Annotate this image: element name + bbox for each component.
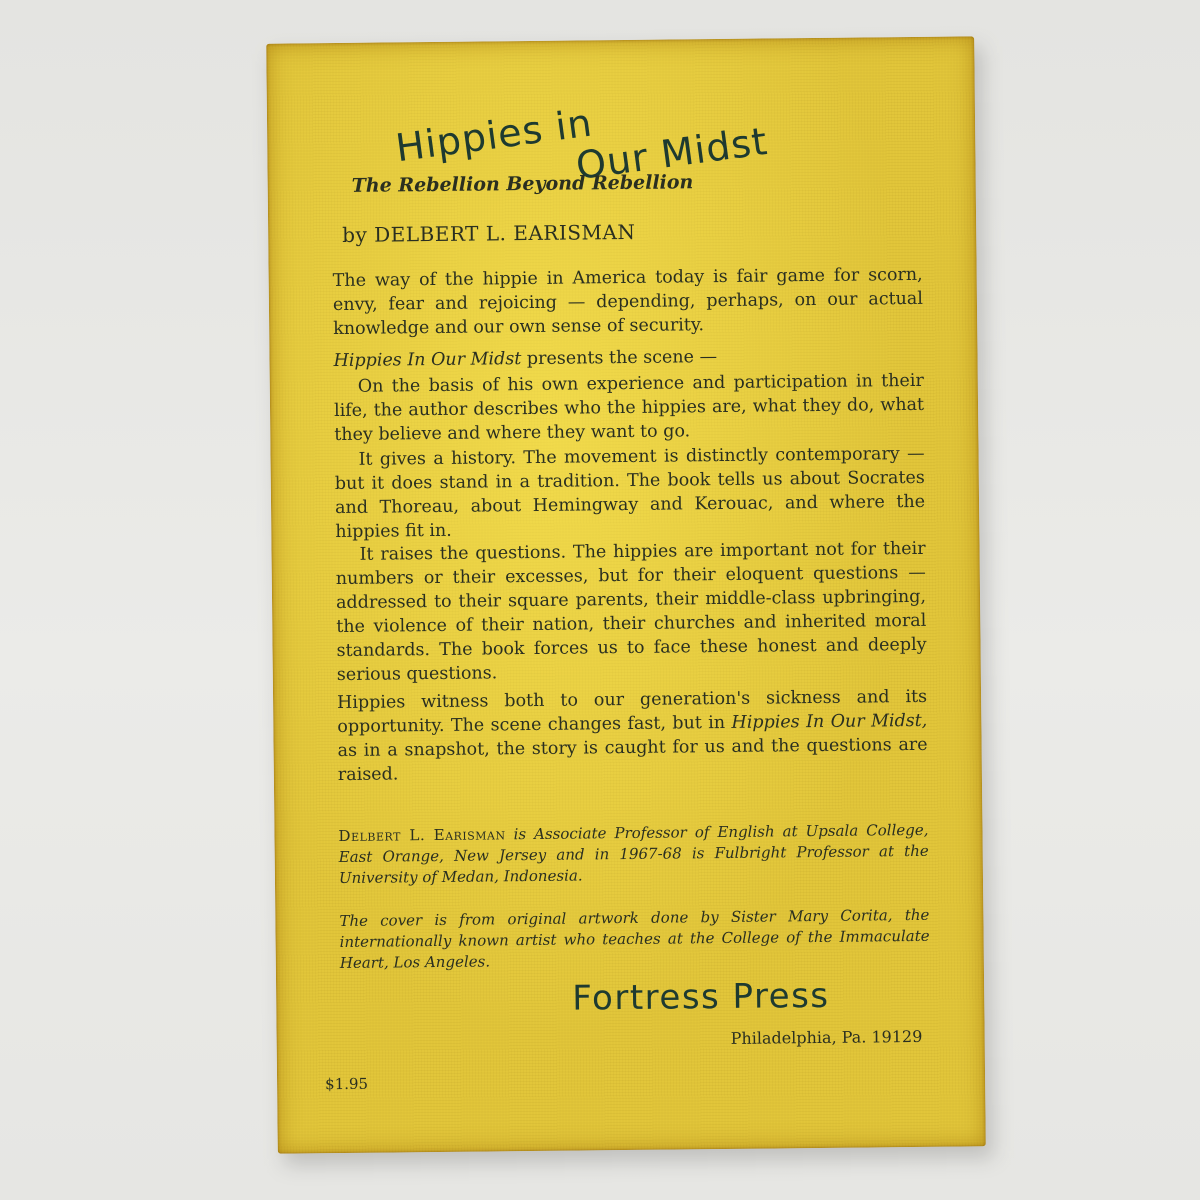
blurb-paragraph-4: It raises the questions. The hippies are important not for their numbers or their excesses, but for their eloquent questions — addressed to their square parents, their middle-class upbringing, the violence of their nation, their churches and inherited moral standards. The book forces us to face these honest and deeply serious questions. [335, 538, 927, 686]
author-bio [338, 820, 929, 889]
book-title-line2: Our Midst [573, 118, 771, 189]
cover-note: The cover is from original artwork done by Sister Mary Corita, the internationally known artist who teaches at the College of the Immaculate Heart, Los Angeles. [339, 905, 930, 973]
blurb-paragraph-1: The way of the hippie in America today is fair game for scorn, envy, fear and rejoicing — depending, perhaps, on our actual knowledge and our own sense of security. [332, 264, 924, 340]
lead-title: Hippies In Our Midst [333, 349, 522, 372]
book-title-line1: Hippies in [393, 100, 596, 171]
publisher-city: Philadelphia, Pa. 19129 [730, 1026, 923, 1048]
blurb-paragraph-3: It gives a history. The movement is distinctly contemporary — but it does stand in a tradition. The book tells us about Socrates and Thoreau, about Hemingway and Kerouac, and where the hippies fit in. [334, 443, 926, 543]
book-back-cover [266, 36, 986, 1153]
p5-end: as in a snapshot, the story is caught for us and the questions are raised. [337, 734, 928, 786]
blurb-paragraph-5 [337, 685, 928, 787]
blurb-paragraph-2: On the basis of his own experience and participation in their life, the author describes who the hippies are, what they do, what they believe and where they want to go. [333, 370, 925, 446]
p5-title: Hippies In Our Midst, [731, 710, 928, 733]
bio-text: is Associate Professor of English at Upsala College, East Orange, New Jersey and in 1967-68 is Fulbright Professor at the University of Medan, Indonesia. [338, 820, 929, 888]
bio-name: Delbert L. Earisman [338, 825, 506, 846]
lead-rest: presents the scene — [521, 347, 718, 370]
blurb-lead-line [333, 343, 923, 373]
book-subtitle: The Rebellion Beyond Rebellion [351, 171, 694, 197]
price-label: $1.95 [325, 1074, 369, 1094]
publisher-name: Fortress Press [572, 975, 830, 1019]
author-line: by DELBERT L. EARISMAN [342, 219, 636, 247]
p5-start: Hippies witness both to our generation's sickness and its opportunity. The scene changes fast, but in [337, 686, 928, 738]
